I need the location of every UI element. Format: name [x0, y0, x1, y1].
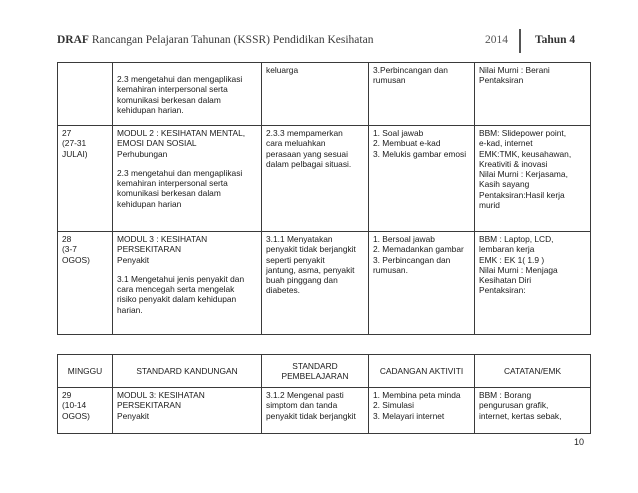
cell-line: OGOS)	[62, 410, 90, 421]
cell-line: Pentaksiran:Hasil kerja	[479, 189, 565, 200]
cell-line: 1. Soal jawab	[373, 128, 424, 138]
cell-line: 2. Memadankan gambar	[373, 244, 464, 255]
cell-line: 3. Perbincangan dan	[373, 254, 451, 265]
cell-line: EMOSI DAN SOSIAL	[117, 138, 197, 149]
cell-line: 3. Melayari internet	[373, 410, 445, 421]
cell-line: OGOS)	[62, 254, 90, 265]
cell-line: Nilai Murni : Kerjasama,	[479, 169, 568, 179]
cell-line: 29	[62, 390, 72, 400]
cell-line: (27-31	[62, 138, 87, 149]
cell-line: dalam pelbagai situasi.	[266, 158, 352, 169]
cell-line: 2. Membuat e-kad	[373, 138, 441, 149]
cell-line: simptom dan tanda	[266, 400, 338, 411]
header-standard-pembelajaran-line: STANDARD	[292, 360, 338, 371]
cell-catatan-emk	[475, 63, 591, 126]
table-row	[58, 388, 591, 434]
cell-line: Kesihatan Diri	[479, 275, 532, 285]
cell-line: BBM : Laptop, LCD,	[479, 234, 554, 244]
cell-line: penyakit tidak berjangkit	[266, 244, 356, 255]
cell-line: harian.	[117, 304, 143, 315]
table-row	[58, 232, 591, 335]
cell-line: (10-14	[62, 400, 87, 411]
cell-catatan-emk	[475, 232, 591, 335]
cell-standard-kandungan	[113, 63, 262, 126]
cell-minggu	[58, 232, 113, 335]
cell-line: EMK:TMK, keusahawan,	[479, 148, 572, 159]
cell-catatan-emk	[475, 126, 591, 232]
cell-line: MODUL 3: KESIHATAN	[117, 390, 205, 400]
cell-line: 2.3 mengetahui dan mengaplikasi	[117, 167, 243, 178]
document-title-text: Rancangan Pelajaran Tahunan (KSSR) Pendidikan Kesihatan	[91, 34, 374, 46]
cell-line: 2.3.3 mempamerkan	[266, 128, 343, 138]
cell-line: PERSEKITARAN	[117, 400, 182, 411]
cell-line: 3.1.2 Mengenal pasti	[266, 390, 344, 400]
cell-line	[117, 65, 257, 74]
table-header-row	[58, 355, 591, 388]
cell-line: komunikasi berkesan dalam	[117, 188, 221, 199]
cell-line: Pentaksiran:	[479, 285, 526, 296]
cell-line: lembaran kerja	[479, 244, 535, 255]
cell-cadangan-aktiviti	[369, 126, 475, 232]
page-number: 10	[574, 437, 585, 447]
header-standard-pembelajaran	[262, 355, 369, 388]
cell-line: 2.3 mengetahui dan mengaplikasi	[117, 74, 243, 84]
cell-line: Pentaksiran	[479, 75, 524, 86]
lesson-plan-table-2	[57, 354, 591, 434]
cell-line: 3.1.1 Menyatakan	[266, 234, 333, 244]
cell-line: penyakit tidak berjangkit	[266, 410, 356, 421]
cell-line: kemahiran interpersonal serta	[117, 178, 228, 188]
header-catatan-emk: CATATAN/EMK	[475, 355, 591, 388]
cell-line: 2. Simulasi	[373, 400, 414, 411]
cell-line: kehidupan harian.	[117, 104, 184, 115]
cell-line: EMK : EK 1( 1.9 )	[479, 254, 545, 265]
header-minggu: MINGGU	[58, 355, 113, 388]
cell-line: Penyakit	[117, 254, 150, 265]
cell-line	[117, 265, 257, 274]
cell-line: Perhubungan	[117, 148, 168, 159]
cell-line: perasaan yang sesuai	[266, 148, 348, 159]
cell-line: 3.Perbincangan dan	[373, 65, 448, 75]
cell-line: Nilai Murni : Menjaga	[479, 264, 558, 275]
draf-label: DRAF	[57, 34, 89, 46]
cell-line: BBM: Slidepower point,	[479, 128, 567, 138]
cell-cadangan-aktiviti	[369, 388, 475, 434]
cell-line: Kreativiti & inovasi	[479, 158, 548, 169]
header-standard-kandungan: STANDARD KANDUNGAN	[113, 355, 262, 388]
header-cadangan-aktiviti: CADANGAN AKTIVITI	[369, 355, 475, 388]
cell-line: cara meluahkan	[266, 138, 326, 149]
document-year: 2014	[485, 34, 508, 46]
document-title	[57, 34, 373, 46]
cell-standard-pembelajaran	[262, 126, 369, 232]
cell-line: e-kad, internet	[479, 138, 533, 149]
cell-line: risiko penyakit dalam kehidupan	[117, 294, 237, 305]
cell-line: Kasih sayang	[479, 179, 530, 190]
document-grade: Tahun 4	[535, 34, 576, 46]
cell-line: komunikasi berkesan dalam	[117, 94, 221, 105]
cell-line: diabetes.	[266, 285, 300, 296]
cell-line: keluarga	[266, 65, 299, 75]
cell-line: (3-7	[62, 244, 77, 255]
cell-line: buah pinggang dan	[266, 275, 338, 285]
cell-standard-pembelajaran	[262, 388, 369, 434]
cell-standard-kandungan	[113, 232, 262, 335]
cell-line: Penyakit	[117, 410, 150, 421]
cell-line: 28	[62, 234, 72, 244]
page-header	[57, 33, 590, 51]
cell-line: 3. Melukis gambar emosi	[373, 148, 467, 159]
cell-line: 27	[62, 128, 72, 138]
cell-line: MODUL 2 : KESIHATAN MENTAL,	[117, 128, 246, 138]
cell-line: jantung, asma, penyakit	[266, 264, 355, 275]
cell-line: 1. Bersoal jawab	[373, 234, 435, 244]
cell-line: internet, kertas sebak,	[479, 410, 562, 421]
header-separator	[519, 29, 521, 53]
cell-minggu	[58, 63, 113, 126]
cell-catatan-emk	[475, 388, 591, 434]
cell-line: murid	[479, 199, 500, 210]
cell-standard-pembelajaran	[262, 232, 369, 335]
cell-line: 1. Membina peta minda	[373, 390, 461, 400]
cell-line: kemahiran interpersonal serta	[117, 84, 228, 95]
cell-line: rumusan	[373, 75, 406, 86]
cell-cadangan-aktiviti	[369, 63, 475, 126]
cell-minggu	[58, 126, 113, 232]
table-row	[58, 126, 591, 232]
cell-standard-kandungan	[113, 388, 262, 434]
cell-line: BBM : Borang	[479, 390, 532, 400]
cell-line: pengurusan grafik,	[479, 400, 549, 411]
table-row	[58, 63, 591, 126]
cell-line: PERSEKITARAN	[117, 244, 182, 255]
cell-line: 3.1 Mengetahui jenis penyakit dan	[117, 273, 245, 284]
cell-cadangan-aktiviti	[369, 232, 475, 335]
cell-line: cara mencegah serta mengelak	[117, 284, 235, 294]
cell-line	[117, 159, 257, 168]
cell-line: JULAI)	[62, 148, 88, 159]
cell-standard-kandungan	[113, 126, 262, 232]
header-standard-pembelajaran-line: PEMBELAJARAN	[281, 371, 349, 381]
cell-line: MODUL 3 : KESIHATAN	[117, 234, 208, 244]
cell-line: Nilai Murni : Berani	[479, 65, 550, 75]
lesson-plan-table-1	[57, 62, 591, 335]
cell-minggu	[58, 388, 113, 434]
cell-line: rumusan.	[373, 264, 408, 275]
cell-line: kehidupan harian	[117, 198, 182, 209]
cell-standard-pembelajaran	[262, 63, 369, 126]
cell-line: seperti penyakit	[266, 254, 325, 265]
